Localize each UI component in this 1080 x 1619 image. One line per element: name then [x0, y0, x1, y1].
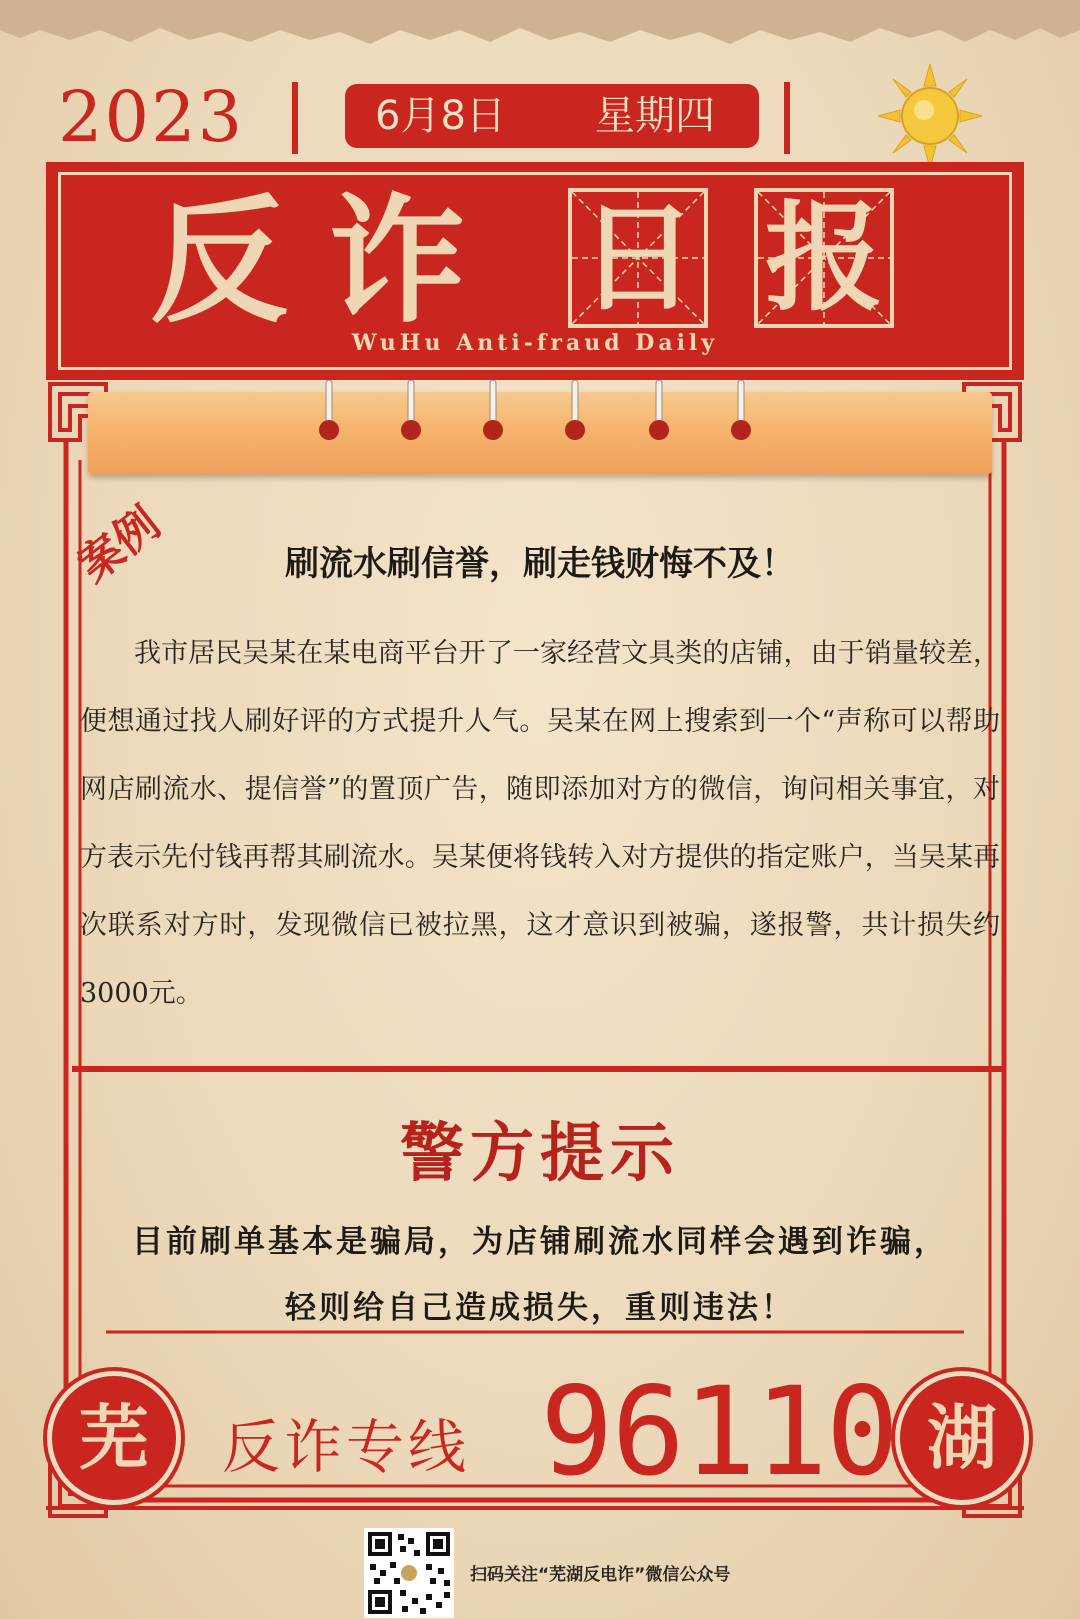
hotline-number: 96110: [540, 1361, 898, 1503]
date-divider: [784, 82, 790, 154]
case-title: 刷流水刷信誉，刷走钱财悔不及！: [285, 544, 795, 584]
title-char-1: 反: [150, 179, 289, 342]
title-banner: [46, 162, 1024, 380]
year: 2023: [58, 76, 245, 158]
seal-left: [52, 1376, 176, 1500]
police-tip-line-2: 轻则给自己造成损失，重则违法！: [285, 1290, 795, 1326]
sun-icon: [878, 64, 982, 168]
calendar-roll: [88, 392, 992, 474]
weekday: 星期四: [595, 93, 715, 139]
title-grid-box-1: [568, 188, 708, 328]
title-char-4: 报: [764, 188, 883, 327]
title-char-3: 日: [578, 188, 697, 327]
banner-subtitle: WuHu Anti-fraud Daily: [351, 330, 719, 356]
case-body: 我市居民吴某在某电商平台开了一家经营文具类的店铺，由于销量较差，便想通过找人刷好评的方式提升人气。吴某在网上搜索到一个“声称可以帮助网店刷流水、提信誉”的置顶广告，随即添加对方的微信，询问相关事宜，对方表示先付钱再帮其刷流水。吴某便将钱转入对方提供的指定账户，当吴某再次联系对方时，发现微信已被拉黑，这才意识到被骗，遂报警，共计损失约3000元。: [80, 638, 1000, 1009]
qr-code-icon[interactable]: [364, 1528, 454, 1618]
binder-ring-icon: [730, 380, 752, 444]
qr-caption: 扫码关注“芜湖反电诈”微信公众号: [470, 1565, 731, 1585]
binder-ring-icon: [564, 380, 586, 444]
seal-right-char: 湖: [927, 1396, 997, 1479]
binder-ring-icon: [318, 380, 340, 444]
title-char-2: 诈: [328, 179, 467, 342]
title-grid-box-2: [754, 188, 894, 328]
torn-paper-edge: [0, 0, 1080, 60]
seal-left-char: 芜: [79, 1396, 149, 1479]
police-tip-title: 警方提示: [400, 1117, 680, 1191]
seal-right: [900, 1376, 1024, 1500]
binder-ring-icon: [648, 380, 670, 444]
year-divider: [292, 82, 298, 154]
date: 6月8日: [375, 93, 506, 139]
hotline-label: 反诈专线: [222, 1413, 471, 1481]
binder-ring-icon: [400, 380, 422, 444]
binder-ring-icon: [482, 380, 504, 444]
section-divider: [72, 1066, 1004, 1072]
bottom-rule: [46, 1506, 1024, 1510]
police-tip-line-1: 目前刷单基本是骗局，为店铺刷流水同样会遇到诈骗，: [132, 1224, 948, 1260]
case-stamp: 案例: [68, 497, 170, 593]
